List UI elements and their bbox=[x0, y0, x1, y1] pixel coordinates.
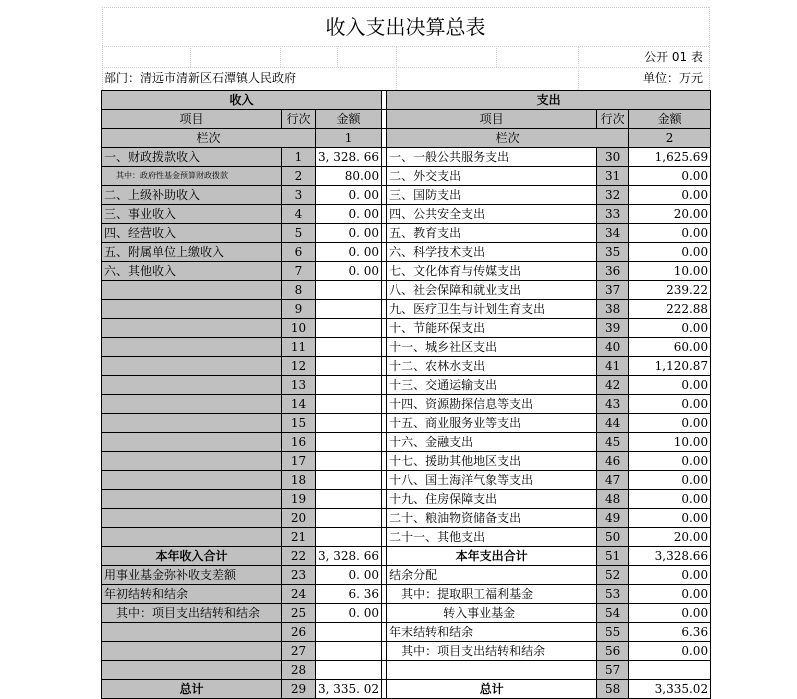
table-row bbox=[102, 452, 711, 471]
income-section-header: 收入 bbox=[102, 91, 382, 110]
income-amount-cell: 0. 00 bbox=[316, 604, 382, 623]
income-row-number: 18 bbox=[282, 471, 316, 490]
expense-item-cell: 十三、交通运输支出 bbox=[387, 376, 597, 395]
income-amount-cell bbox=[316, 338, 382, 357]
expense-amount-cell: 0.00 bbox=[629, 604, 711, 623]
expense-item-cell: 总计 bbox=[387, 680, 597, 699]
income-column-no-label: 栏次 bbox=[102, 129, 316, 148]
expense-item-cell: 四、公共安全支出 bbox=[387, 205, 597, 224]
expense-row-number: 41 bbox=[597, 357, 629, 376]
table-row bbox=[102, 224, 711, 243]
expense-row-number: 31 bbox=[597, 167, 629, 186]
income-amount-cell: 6. 36 bbox=[316, 585, 382, 604]
income-amount-cell bbox=[316, 623, 382, 642]
income-item-cell: 其中：政府性基金预算财政拨款 bbox=[102, 167, 282, 186]
income-amount-cell bbox=[316, 642, 382, 661]
expense-item-cell: 其中：项目支出结转和结余 bbox=[387, 642, 597, 661]
expense-item-cell: 二、外交支出 bbox=[387, 167, 597, 186]
income-row-number: 11 bbox=[282, 338, 316, 357]
income-item-cell: 用事业基金弥补收支差额 bbox=[102, 566, 282, 585]
expense-row-number: 56 bbox=[597, 642, 629, 661]
expense-row-number: 33 bbox=[597, 205, 629, 224]
income-item-cell bbox=[102, 281, 282, 300]
income-amount-cell bbox=[316, 357, 382, 376]
expense-item-header: 项目 bbox=[387, 110, 597, 129]
expense-amount-cell: 1,625.69 bbox=[629, 148, 711, 167]
expense-row-number: 45 bbox=[597, 433, 629, 452]
table-row bbox=[102, 585, 711, 604]
expense-row-number: 34 bbox=[597, 224, 629, 243]
expense-amount-cell: 0.00 bbox=[629, 585, 711, 604]
expense-amount-cell: 20.00 bbox=[629, 205, 711, 224]
income-row-number: 25 bbox=[282, 604, 316, 623]
expense-row-number: 42 bbox=[597, 376, 629, 395]
gridline bbox=[280, 46, 281, 67]
income-item-cell: 其中：项目支出结转和结余 bbox=[102, 604, 282, 623]
income-row-number: 19 bbox=[282, 490, 316, 509]
table-row bbox=[102, 661, 711, 680]
expense-item-cell: 转入事业基金 bbox=[387, 604, 597, 623]
income-item-cell bbox=[102, 376, 282, 395]
expense-item-cell: 十八、国土海洋气象等支出 bbox=[387, 471, 597, 490]
expense-amount-cell: 0.00 bbox=[629, 490, 711, 509]
income-row-number: 21 bbox=[282, 528, 316, 547]
expense-amount-cell: 222.88 bbox=[629, 300, 711, 319]
income-item-cell bbox=[102, 414, 282, 433]
income-row-number: 29 bbox=[282, 680, 316, 699]
expense-item-cell: 三、国防支出 bbox=[387, 186, 597, 205]
income-amount-cell bbox=[316, 490, 382, 509]
income-amount-cell bbox=[316, 395, 382, 414]
income-item-cell: 二、上级补助收入 bbox=[102, 186, 282, 205]
income-item-header: 项目 bbox=[102, 110, 282, 129]
expense-row-number: 48 bbox=[597, 490, 629, 509]
income-row-number: 14 bbox=[282, 395, 316, 414]
expense-item-cell: 本年支出合计 bbox=[387, 547, 597, 566]
income-row-number: 13 bbox=[282, 376, 316, 395]
income-item-cell: 四、经营收入 bbox=[102, 224, 282, 243]
expense-row-number: 53 bbox=[597, 585, 629, 604]
expense-row-number: 51 bbox=[597, 547, 629, 566]
report-title: 收入支出决算总表 bbox=[102, 7, 709, 46]
income-row-number: 1 bbox=[282, 148, 316, 167]
expense-item-cell: 十四、资源勘探信息等支出 bbox=[387, 395, 597, 414]
income-amount-cell bbox=[316, 414, 382, 433]
income-item-cell bbox=[102, 471, 282, 490]
income-item-cell: 六、其他收入 bbox=[102, 262, 282, 281]
expense-item-cell: 二十、粮油物资储备支出 bbox=[387, 509, 597, 528]
expense-row-number: 57 bbox=[597, 661, 629, 680]
income-amount-cell bbox=[316, 471, 382, 490]
income-amount-cell: 3, 335. 02 bbox=[316, 680, 382, 699]
expense-amount-cell: 0.00 bbox=[629, 566, 711, 585]
income-item-cell: 五、附属单位上缴收入 bbox=[102, 243, 282, 262]
expense-amount-cell: 0.00 bbox=[629, 452, 711, 471]
income-row-number: 5 bbox=[282, 224, 316, 243]
income-item-cell bbox=[102, 528, 282, 547]
expense-section-header: 支出 bbox=[387, 91, 711, 110]
expense-amount-cell: 1,120.87 bbox=[629, 357, 711, 376]
expense-amount-cell: 0.00 bbox=[629, 471, 711, 490]
expense-item-cell: 十二、农林水支出 bbox=[387, 357, 597, 376]
income-item-cell bbox=[102, 661, 282, 680]
gridline bbox=[496, 46, 497, 67]
income-amount-header: 金额 bbox=[316, 110, 382, 129]
expense-row-number: 37 bbox=[597, 281, 629, 300]
income-amount-cell: 0. 00 bbox=[316, 205, 382, 224]
expense-row-number: 54 bbox=[597, 604, 629, 623]
income-row-number: 2 bbox=[282, 167, 316, 186]
income-row-number: 8 bbox=[282, 281, 316, 300]
table-row bbox=[102, 490, 711, 509]
expense-amount-cell: 10.00 bbox=[629, 262, 711, 281]
income-amount-cell bbox=[316, 528, 382, 547]
table-row bbox=[102, 281, 711, 300]
table-row bbox=[102, 604, 711, 623]
income-amount-cell: 0. 00 bbox=[316, 262, 382, 281]
table-row bbox=[102, 357, 711, 376]
expense-item-cell: 七、文化体育与传媒支出 bbox=[387, 262, 597, 281]
income-row-number: 27 bbox=[282, 642, 316, 661]
expense-amount-cell: 0.00 bbox=[629, 186, 711, 205]
expense-row-number: 47 bbox=[597, 471, 629, 490]
gridline bbox=[190, 46, 191, 67]
income-row-number: 24 bbox=[282, 585, 316, 604]
income-row-number: 3 bbox=[282, 186, 316, 205]
expense-row-number: 35 bbox=[597, 243, 629, 262]
income-item-cell bbox=[102, 338, 282, 357]
income-row-number: 10 bbox=[282, 319, 316, 338]
table-row bbox=[102, 186, 711, 205]
expense-row-number: 55 bbox=[597, 623, 629, 642]
income-item-cell: 一、财政拨款收入 bbox=[102, 148, 282, 167]
table-row bbox=[102, 338, 711, 357]
expense-amount-cell: 0.00 bbox=[629, 319, 711, 338]
expense-rowno-header: 行次 bbox=[597, 110, 629, 129]
header-row-section bbox=[102, 91, 711, 110]
expense-amount-cell: 0.00 bbox=[629, 395, 711, 414]
sheet-number: 公开 01 表 bbox=[644, 50, 703, 64]
table-row bbox=[102, 205, 711, 224]
income-item-cell bbox=[102, 433, 282, 452]
income-column-no: 1 bbox=[316, 129, 382, 148]
expense-row-number: 49 bbox=[597, 509, 629, 528]
gridline bbox=[337, 46, 338, 67]
gridline bbox=[102, 7, 103, 90]
income-row-number: 20 bbox=[282, 509, 316, 528]
income-row-number: 28 bbox=[282, 661, 316, 680]
income-item-cell bbox=[102, 300, 282, 319]
income-amount-cell bbox=[316, 376, 382, 395]
expense-amount-cell: 0.00 bbox=[629, 414, 711, 433]
table-row bbox=[102, 395, 711, 414]
expense-item-cell: 其中：提取职工福利基金 bbox=[387, 585, 597, 604]
expense-item-cell: 十九、住房保障支出 bbox=[387, 490, 597, 509]
table-row bbox=[102, 642, 711, 661]
table-row bbox=[102, 433, 711, 452]
expense-item-cell: 十一、城乡社区支出 bbox=[387, 338, 597, 357]
table-row bbox=[102, 262, 711, 281]
table-row bbox=[102, 623, 711, 642]
expense-amount-cell: 20.00 bbox=[629, 528, 711, 547]
expense-row-number: 38 bbox=[597, 300, 629, 319]
table-row bbox=[102, 319, 711, 338]
table-row bbox=[102, 167, 711, 186]
income-expense-table bbox=[101, 90, 711, 699]
income-item-cell bbox=[102, 319, 282, 338]
income-row-number: 4 bbox=[282, 205, 316, 224]
income-item-cell bbox=[102, 509, 282, 528]
income-amount-cell bbox=[316, 300, 382, 319]
table-row bbox=[102, 243, 711, 262]
income-amount-cell bbox=[316, 281, 382, 300]
gridline bbox=[709, 7, 710, 90]
table-row bbox=[102, 148, 711, 167]
income-row-number: 17 bbox=[282, 452, 316, 471]
expense-amount-cell: 0.00 bbox=[629, 243, 711, 262]
income-row-number: 9 bbox=[282, 300, 316, 319]
expense-row-number: 46 bbox=[597, 452, 629, 471]
table-row bbox=[102, 376, 711, 395]
expense-item-cell: 十五、商业服务业等支出 bbox=[387, 414, 597, 433]
department-label: 部门：清远市清新区石潭镇人民政府 bbox=[104, 71, 297, 85]
income-amount-cell: 0. 00 bbox=[316, 243, 382, 262]
income-row-number: 26 bbox=[282, 623, 316, 642]
income-amount-cell: 0. 00 bbox=[316, 224, 382, 243]
expense-item-cell: 九、医疗卫生与计划生育支出 bbox=[387, 300, 597, 319]
expense-item-cell: 十、节能环保支出 bbox=[387, 319, 597, 338]
gridline bbox=[396, 46, 397, 90]
expense-amount-cell: 0.00 bbox=[629, 642, 711, 661]
income-row-number: 6 bbox=[282, 243, 316, 262]
expense-row-number: 44 bbox=[597, 414, 629, 433]
expense-row-number: 39 bbox=[597, 319, 629, 338]
header-row-colno bbox=[102, 129, 711, 148]
expense-item-cell: 年末结转和结余 bbox=[387, 623, 597, 642]
income-item-cell bbox=[102, 623, 282, 642]
income-amount-cell bbox=[316, 452, 382, 471]
income-item-cell: 总计 bbox=[102, 680, 282, 699]
income-amount-cell bbox=[316, 661, 382, 680]
expense-amount-cell: 3,335.02 bbox=[629, 680, 711, 699]
income-amount-cell bbox=[316, 319, 382, 338]
income-amount-cell: 3, 328. 66 bbox=[316, 148, 382, 167]
expense-amount-cell: 3,328.66 bbox=[629, 547, 711, 566]
expense-amount-cell: 0.00 bbox=[629, 509, 711, 528]
income-item-cell bbox=[102, 395, 282, 414]
expense-item-cell: 六、科学技术支出 bbox=[387, 243, 597, 262]
expense-amount-cell: 0.00 bbox=[629, 224, 711, 243]
expense-row-number: 40 bbox=[597, 338, 629, 357]
expense-column-no-label: 栏次 bbox=[387, 129, 629, 148]
income-amount-cell: 0. 00 bbox=[316, 566, 382, 585]
income-amount-cell: 3, 328. 66 bbox=[316, 547, 382, 566]
income-row-number: 23 bbox=[282, 566, 316, 585]
expense-item-cell: 二十一、其他支出 bbox=[387, 528, 597, 547]
expense-row-number: 52 bbox=[597, 566, 629, 585]
expense-row-number: 58 bbox=[597, 680, 629, 699]
income-item-cell bbox=[102, 357, 282, 376]
expense-item-cell: 五、教育支出 bbox=[387, 224, 597, 243]
income-row-number: 12 bbox=[282, 357, 316, 376]
expense-amount-cell: 0.00 bbox=[629, 167, 711, 186]
income-amount-cell: 0. 00 bbox=[316, 186, 382, 205]
table-row bbox=[102, 509, 711, 528]
expense-amount-cell bbox=[629, 661, 711, 680]
table-row bbox=[102, 528, 711, 547]
income-item-cell: 本年收入合计 bbox=[102, 547, 282, 566]
table-row bbox=[102, 566, 711, 585]
expense-row-number: 30 bbox=[597, 148, 629, 167]
income-row-number: 22 bbox=[282, 547, 316, 566]
table-row bbox=[102, 414, 711, 433]
income-item-cell bbox=[102, 490, 282, 509]
income-row-number: 7 bbox=[282, 262, 316, 281]
expense-item-cell: 结余分配 bbox=[387, 566, 597, 585]
table-row bbox=[102, 300, 711, 319]
expense-amount-cell: 0.00 bbox=[629, 376, 711, 395]
income-item-cell bbox=[102, 452, 282, 471]
expense-item-cell: 十六、金融支出 bbox=[387, 433, 597, 452]
income-item-cell: 年初结转和结余 bbox=[102, 585, 282, 604]
expense-amount-cell: 6.36 bbox=[629, 623, 711, 642]
income-row-number: 16 bbox=[282, 433, 316, 452]
income-rowno-header: 行次 bbox=[282, 110, 316, 129]
income-item-cell bbox=[102, 642, 282, 661]
expense-row-number: 50 bbox=[597, 528, 629, 547]
table-row bbox=[102, 680, 711, 699]
header-row-columns bbox=[102, 110, 711, 129]
expense-row-number: 36 bbox=[597, 262, 629, 281]
income-row-number: 15 bbox=[282, 414, 316, 433]
expense-amount-cell: 60.00 bbox=[629, 338, 711, 357]
expense-item-cell: 八、社会保障和就业支出 bbox=[387, 281, 597, 300]
expense-row-number: 32 bbox=[597, 186, 629, 205]
unit-label: 单位：万元 bbox=[642, 71, 703, 85]
income-amount-cell bbox=[316, 509, 382, 528]
expense-amount-cell: 10.00 bbox=[629, 433, 711, 452]
expense-item-cell: 一、一般公共服务支出 bbox=[387, 148, 597, 167]
income-amount-cell: 80.00 bbox=[316, 167, 382, 186]
income-item-cell: 三、事业收入 bbox=[102, 205, 282, 224]
expense-item-cell: 十七、援助其他地区支出 bbox=[387, 452, 597, 471]
table-row bbox=[102, 471, 711, 490]
expense-column-no: 2 bbox=[629, 129, 711, 148]
income-amount-cell bbox=[316, 433, 382, 452]
expense-item-cell bbox=[387, 661, 597, 680]
table-row bbox=[102, 547, 711, 566]
expense-amount-header: 金额 bbox=[629, 110, 711, 129]
expense-amount-cell: 239.22 bbox=[629, 281, 711, 300]
expense-row-number: 43 bbox=[597, 395, 629, 414]
